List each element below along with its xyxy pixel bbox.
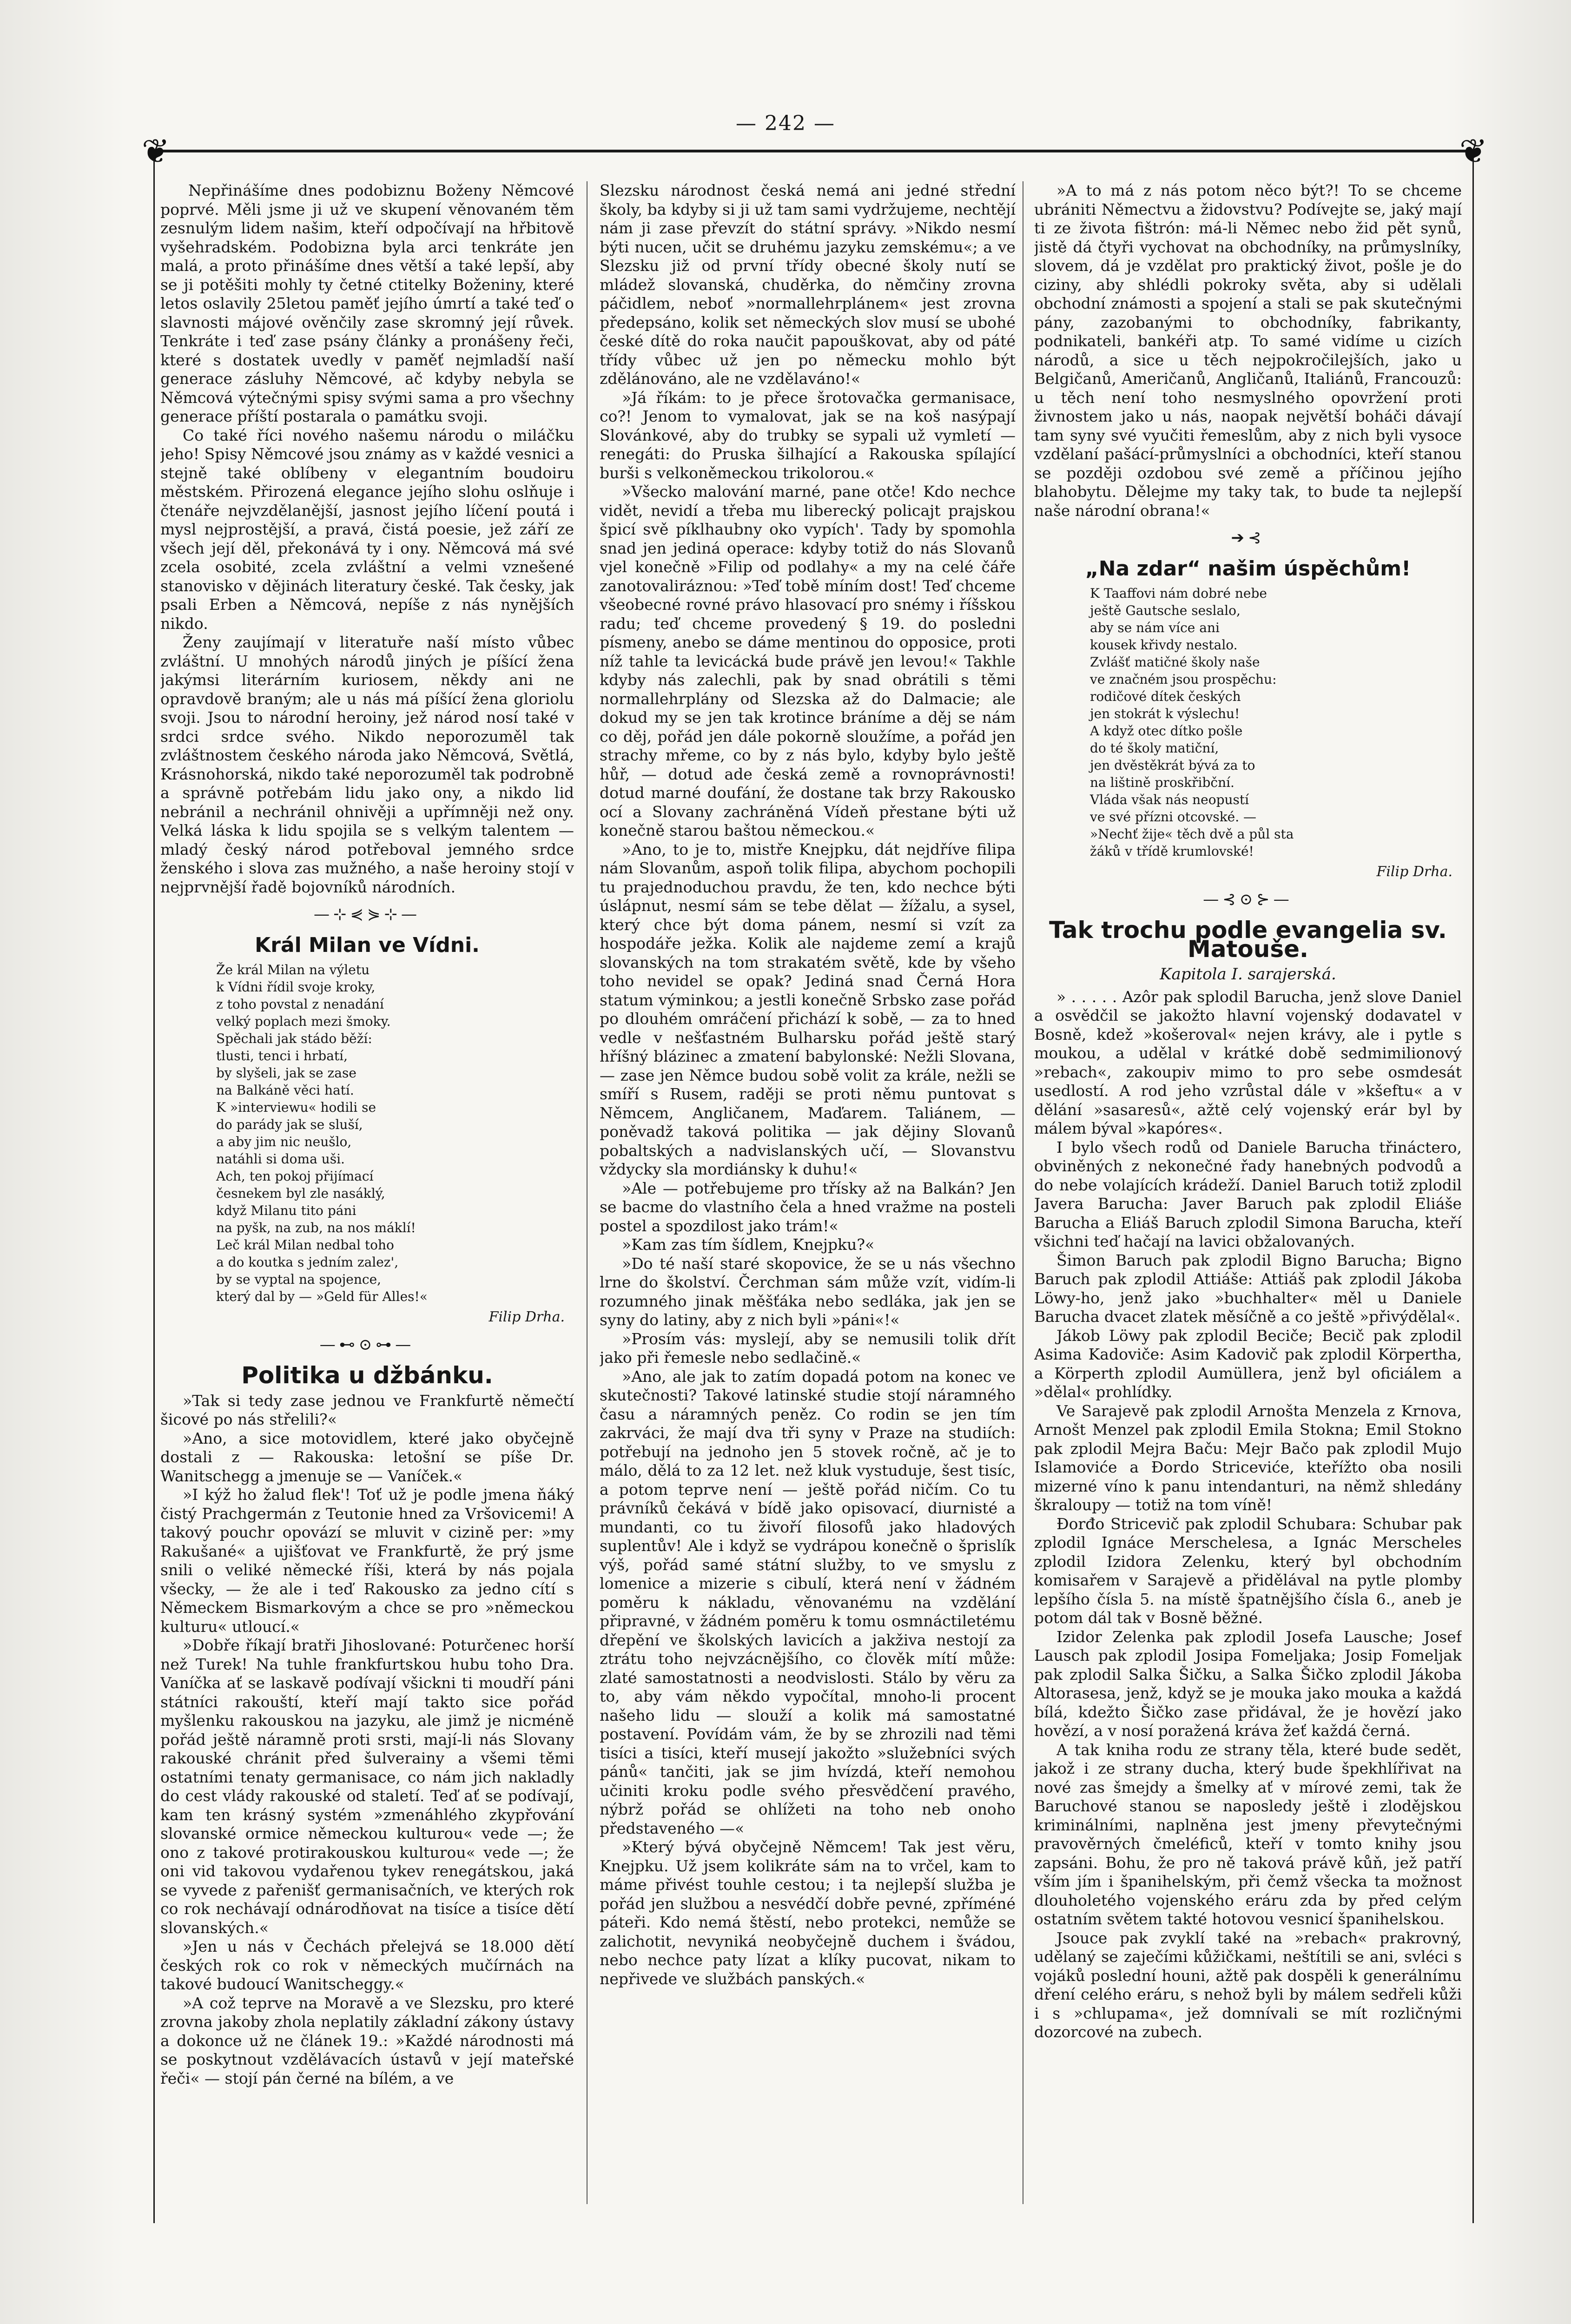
verse-line: a do koutka s jedním zalez', [216,1254,399,1270]
page-number: — 242 — [736,112,835,135]
article-paragraph: Nepřinášíme dnes podobiznu Boženy Němcové poprvé. Měli jsme ji už ve skupení věnovaném těm zesnulým lidem našim, kteří odpočívají na hřbitově vyšehradském. Podobizna byla arci tenkráte jen malá, a proto přinášíme dnes větší a také lepší, aby se ji potěšiti mohly ty četné ctitelky Boženiny, které letos oslavily 25letou paměť jejího úmrtí a také teď o slavnosti májové ověnčily zase skromný její růvek. Tenkráte i teď zase psány články a pronášeny řeči, které s dostatek uvedly v paměť nejmladší naší generace zásluhy Němcové, ač kdyby nebyla se Němcová výtečnými spisy svými sama a pro všechny generace příští postarala o památku svoji. [160,181,574,425]
poem-title: „Na zdar“ našim úspěchům! [1085,556,1411,581]
gospel-paragraph: I bylo všech rodů od Daniele Barucha třináctero, obviněných z nekonečné řady hanebných podvodů a do nebe volajících krádeží. Daniel Baruch totiž zplodil Javera Barucha: Javer Baruch pak zplodil Eliáše Barucha a Eliáš Baruch zplodil Simona Barucha, kteří všichni teď hačají na lavici obžalovaných. [1034,1138,1462,1250]
corner-ornament-left-icon: ❦ [141,132,170,171]
nemcova-article [160,181,574,897]
article-paragraph: Ženy zaujímají v literatuře naší místo vůbec zvláštní. U mnohých národů jiných je píšící žena jakýmsi literárním kuriosem, někdy ani ne opravdově braným; ale u nás má píšící žena gloriolu svoji. Jsou to národní heroiny, jež národ nosí také v srdci srdce svého. Nikdo neporozuměl tak zvláštnostem českého národa jako Němcová, Světlá, Krásnohorská, nikdo také neporozuměl tak podrobně a správně potřebám lidu jako ony, a nikdo lid nebránil a nechránil ohnivěji a upřímněji než ony. Velká láska k lidu spojila se s velkým talentem — mladý český národ potřeboval jemného srdce ženského i slova zas mužného, a naše heroiny stojí v nejprvnější řadě bojovníků národních. [160,633,574,896]
verse-line: který dal by — »Geld für Alles!« [216,1289,428,1304]
verse-line: jen dvěstěkrát bývá za to [1090,758,1255,773]
verse-line: rodičové dítek českých [1090,689,1241,704]
article-paragraph: Co také říci nového našemu národu o miláčku jeho! Spisy Němcové jsou známy as v každé vesnici a stejně také oblíbeny v elegantním boudoiru městském. Přirozená elegance jejího slohu oslňuje i čtenáře nejvzdělanější, jasnost jejího líčení poutá i mysl nejprostější, a pravá, čistá poesie, jež září ze všech její děl, překonává ty i ony. Němcová má své zcela osobité, zcela zvláštní a velmi vznešené stanovisko v dějinách literatury české. Tak česky, jak psali Erben a Němcová, nepíše z nás nynějších nikdo. [160,426,574,633]
verse-line: »Nechť žije« těch dvě a půl sta [1090,826,1294,842]
dialog-paragraph: »Tak si tedy zase jednou ve Frankfurtě němečtí šicové po nás střelili?« [160,1391,574,1428]
section-title: Politika u džbánku. [241,1362,493,1389]
poem-signature: Filip Drha. [1376,864,1452,880]
gospel-article [1034,988,1462,2042]
gospel-paragraph: » . . . . . Azôr pak splodil Barucha, jenž slove Daniel a osvědčil se jakožto hlavní vojenský dodavatel v Bosně, kdež »košeroval« nejen krávy, ale i pytle s moukou, a udělal v krátké době sedmimilionový »rebach«, zakoupiv mimo to pro sebe osmdesát usedlostí. A rod jeho vzrůstal dále v »kšeftu« a v dělání »sasaresů«, ažtě celý vojenský erár byl by málem býval »kapóres«. [1034,987,1462,1137]
verse-line: na Balkáně věci hatí. [216,1083,354,1098]
gospel-paragraph: Izidor Zelenka pak zplodil Josefa Lausche; Josef Lausch pak zplodil Josipa Fomeljaka; Josip Fomeljak pak zplodil Salka Šičku, a Salka Šičko zplodil Jákoba Altorasesa, jenž, když se je mouka jako mouka a každá bílá, kdežto Šičko zase přidával, že je hovězí jako hovězí, a v nosí poražená kráva žeť každá černá. [1034,1627,1462,1740]
verse-line: na pyšk, na zub, na nos máklí! [216,1220,416,1235]
verse-line: k Vídni řídil svoje kroky, [216,979,376,995]
verse-line: česnekem byl zle nasáklý, [216,1186,385,1201]
dialog-paragraph: »Dobře říkají bratři Jihoslované: Poturčenec horší než Turek! Na tuhle frankfurtskou hubu toho Dra. Vaníčka ať se laskavě podívají všickni ti moudří páni státníci rakouští, kteří mají takto sice pořád myšlenku rakouskou na jazyku, ale jimž je nicméně pořád ještě náramně proti srsti, mají-li nás Slovany rakouské chránit před šulverainy a všemi těmi ostatními tenaty germanisace, co nám jich nakladly do cest vlády rakouské od staletí. Teď ať se podívají, kam ten krásný systém »zmenáhlého zkypřování slovanské ormice německou kulturou« vede —; že ono z takové protirakouskou kulturou« vede —; že oni vid takovou vydařenou tykev renegátskou, jaká se vyvede z pařenišť germanisačních, ve kterých rok co rok nechávají odnárodňovat na tisíce a tisíce dětí slovanských.« [160,1636,574,1937]
dialog-paragraph: »A to má z nás potom něco být?! To se chceme ubrániti Němectvu a židovstvu? Podívejte se, jaký mají ti ze života fištrón: má-li Němec nebo žid pět synů, jistě dá čtyři vychovat na obchodníky, na průmyslníky, slovem, dá je vzdělat pro praktický život, pošle je do ciziny, aby shlédli pokroky světa, aby si udělali obchodní známosti a spojení a stali se pak skutečnými pány, zazobanými to obchodníky, fabrikanty, podnikateli, bankéři atp. To samé vidíme u cizích národů, a sice u těch nejpokročilejších, jako u Belgičanů, Američanů, Angličanů, Italiánů, Francouzů: u těch není toho nesmyslného opovržení proti živnostem jako u nás, naopak největší boháči dávají tam syny své vyučiti řemeslům, aby z nich byli vysoce vzdělaní pašácí-průmyslníci a obchodníci, kteří stanou se později ozdobou své země a příčinou jejího blahobytu. Dělejme my taky tak, to bude ta nejlepší naše národní obrana!« [1034,181,1462,520]
dialog-paragraph: Slezsku národnost česká nemá ani jedné střední školy, ba kdyby si ji už tam sami vydržujeme, nechtějí nám ji zase převzít do státní správy. »Nikdo nesmí býti nucen, učit se druhému jazyku zemskému«; a ve Slezsku již od první třídy obecné školy nutí se mládež slovanská, chuděrka, do němčiny zrovna páčidlem, neboť »normallehrplánem« jest zrovna předepsáno, kolik set německých slov musí se ubohé české dítě do roka naučit papouškovat, aby od páté třídy vůbec už jen po německu mohlo být zdělánováno, ale ne vzdělaváno!« [600,181,1016,388]
verse-line: aby se nám více ani [1090,620,1220,635]
section-divider: ➔⊰ [1231,528,1265,547]
verse-line: Že král Milan na výletu [216,962,370,977]
dialog-paragraph: »Ano, to je to, mistře Knejpku, dát nejdříve filipa nám Slovanům, aspoň tolik filipa, abychom pochopili tu prajednoduchou pravdu, že ten, kdo nechce býti úslápnut, nesmí sám se tebe dělat — žížalu, a sysel, který chce být doma pánem, nesmí si vzít za hospodáře ježka. Kolik ale najdeme zemí a krajů slovanských na tom strakatém světě, kde by všeho toho nevidel se opak? Jediná snad Černá Hora statum výminkou; a jestli konečně Srbsko zase pořád po dlouhém omráčení přichází k sobě, — za to hned vedle v nešťastném Bulharsku pořád ještě starý hříšný blázinec a zmatení babylonské: Nežli Slovana, — zase jen Němce budou sobě volit za krále, nežli se smíří s Rusem, raději se proti němu puntovat s Němcem, Angličanem, Maďarem. Taliánem, — poněvadž taková politika — jak dějiny Slovanů pobaltských a nadvislanských učí, — Slovanstvu vždycky sla mordiánsky k duhu!« [600,840,1016,1178]
verse-line: Zvlášť matičné školy naše [1090,654,1260,670]
verse-line: do parády jak se sluší, [216,1117,363,1132]
section-subtitle: Kapitola I. sarajerská. [1160,965,1336,984]
dialog-paragraph: »Já říkám: to je přece šrotovačka germanisace, co?! Jenom to vymalovat, jak se na koš nasýpají Slovánkové, aby do trubky se sypali už vymletí — renegáti: do Pruska šilhající a Rakouska spílající burši s velkoněmeckou trikolorou.« [600,388,1016,482]
verse-line: velký poplach mezi šmoky. [216,1014,391,1029]
verse-line: jen stokrát k výslechu! [1090,706,1240,721]
verse-line: kousek křivdy nestalo. [1090,637,1238,653]
gospel-paragraph: Ve Sarajevě pak zplodil Arnošta Menzela z Krnova, Arnošt Menzel pak zplodil Emila Stokna; Emil Stokno pak zplodil Mejra Baču: Mejr Bačo pak zplodil Mujo Islamoviće a Đordo Striceviće, kteřížto oba nosili mizerné víno k panu intendanturi, na němž shledány škraloupy — totiž na tom víně! [1034,1401,1462,1514]
verse-line: Spěchali jak stádo běží: [216,1031,372,1046]
section-divider: —⊰⊙⊱— [1203,890,1293,909]
poem-title: Král Milan ve Vídni. [255,933,480,957]
column-2 [600,181,1016,2213]
section-divider: —⊷⊙⊶— [319,1335,415,1354]
gospel-paragraph: Đorđo Stricevič pak zplodil Schubara: Schubar pak zplodil Ignáce Merschelesa, a Ignác Merscheles zplodil Izidora Zelenku, který byl obchodním komisařem v Sarajevě a přidělával na pytle plomby lepšího čísla 5. na místě špatnějšího čísla 6., aneb je potom dál tak v Bosně běžné. [1034,1514,1462,1627]
verse-line: Vláda však nás neopustí [1090,792,1249,807]
verse-line: žáků v třídě krumlovské! [1090,844,1254,859]
verse-line: K »interviewu« hodili se [216,1100,376,1115]
verse-line: na lištině proskřibční. [1090,775,1234,790]
verse-line: ve značném jsou prospěchu: [1090,672,1277,687]
dialog-article [160,1392,574,2088]
dialog-paragraph: »Který bývá obyčejně Němcem! Tak jest věru, Knejpku. Už jsem kolikráte sám na to vrčel, kam to máme přivést touhle cestou; i ta nejlepší služba je pořád jen službou a nesvédčí dobře pevné, zpříméné páteři. Kdo nemá štěstí, nebo protekci, nemůže se zalichotit, nevyniká neobyčejně duchem i švádou, nebo nechce paty lízat a klíky pucovat, nikam to nepřivede ve službách panských.« [600,1838,1016,1988]
corner-ornament-right-icon: ❦ [1459,132,1488,171]
dialog-paragraph: »Ale — potřebujeme pro třísky až na Balkán? Jen se bacme do vlastního čela a hned vražme na posteli postel a spozdilost jako trám!« [600,1179,1016,1235]
verse-line: z toho povstal z nenadání [216,997,384,1012]
section-divider: —⊹⋞⋟⊹— [314,905,421,924]
verse-line: ve své přízni otcovské. — [1090,809,1257,825]
verse-line: ještě Gautsche seslalo, [1090,603,1241,618]
verse-line: Ach, ten pokoj přijímací [216,1169,374,1184]
verse-line: do té školy matiční, [1090,740,1219,756]
dialog-paragraph: »Prosím vás: myslejí, aby se nemusili tolik dřít jako při řemesle nebo sedlačině.« [600,1329,1016,1367]
dialog-paragraph: »A což teprve na Moravě a ve Slezsku, pro které zrovna jakoby zhola neplatily základní zákony ústavy a dokonce už ne článek 19.: »Každé národnosti má se poskytnout vzdělávacích ústavů v její mateřské řeči« — stojí pán černé na bílém, a ve [160,1994,574,2087]
dialog-paragraph: »Ano, a sice motovidlem, které jako obyčejně dostali z — Rakouska: letošní se píše Dr. Wanitschegg a jmenuje se — Vaníček.« [160,1429,574,1485]
verse-line: K Taaffovi nám dobré nebe [1090,586,1267,601]
gospel-paragraph: Jsouce pak zvyklí také na »rebach« prakrovný, udělaný se zaječími kůžičkami, neštítili se ani, svléci s vojáků poslední houni, ažtě pak dospěli k generálnímu dření celého eráru, s nehož byli by málem sedřeli kůži i s »chlupama«, jež domnívali se mít rozličnými dozorcové na zubech. [1034,1928,1462,2041]
dialog-paragraph: »Kam zas tím šídlem, Knejpku?« [622,1235,875,1254]
gospel-paragraph: Šimon Baruch pak zplodil Bigno Barucha; Bigno Baruch pak zplodil Attiáše: Attiáš pak zplodil Jákoba Löwy-ho, jenž jako »buchhalter« měl u Daniele Barucha dvacet zlatek měsíčně a co ještě »přivýdělal«. [1034,1251,1462,1326]
gospel-paragraph: Jákob Löwy pak zplodil Beciče; Becič pak zplodil Asima Kadoviče: Asim Kadovič pak zplodil Körpertha, a Körperth zplodil Aumüllera, jenž byl oficiálem a »dělal« prohlídky. [1034,1326,1462,1401]
verse-line: tlusti, tenci i hrbatí, [216,1048,348,1063]
column-3 [1034,181,1462,2213]
section-title: Tak trochu podle evangelia sv. Matouše. [1049,917,1447,963]
dialog-paragraph: »Všecko malování marné, pane otče! Kdo nechce vidět, nevidí a třeba mu liberecký policajt prajskou špicí svě píklhaubny oko vypích'. Tady by spomohla snad jen jediná operace: kdyby totiž do nás Slovanů vjel konečně »Filip od podlahy« a my na celé čáře zanotovaliráznou: »Teď tobě míním dost! Teď chceme všeobecné rovné právo hlasovací pro snémy i říšskou radu; teď chceme provedený § 19. do posledni písmeny, anebo se dáme mentinou do opposice, proti níž tahle ta levicácká bude právě jen levou!« Takhle kdyby nás zalechli, pak by snad obrátili s těmi normallehrplány od Slezska až do Dalmacie; ale dokud my se jen tak krotince bráníme a děj se nám co děj, pořád jen dále pokorně sloužíme, a pořád jen strachy mřeme, co by z nás bylo, kdyby bylo ještě hůř, — dotud ade česká země a rovnoprávnosti! dotud marné doufání, že dostane tak brzy Rakousko ocí a Slovany zachráněná Vídeň přestane býti už konečně starou baštou německou.« [600,482,1016,839]
dialog-paragraph: »Ano, ale jak to zatím dopadá potom na konec ve skutečnosti? Takové latinské studie stojí náramného času a náramných peněz. Co rodin se jen tím zakrváci, že mají dva tři syny v Praze na studiích: potřebují na jednoho jen 5 stovek ročně, ač je to málo, dělá to za 12 let. než kluk vystuduje, šest tisíc, a potom teprve není — ještě pořád ničím. Co tu právníků čekává v bídě jako opisovací, diurnisté a mundanti, co tu živoří filosofů jako hladových suplentův! Ale i když se vydrápou konečně o šprislík výš, pořád samé státní služby, to ve smyslu z lomenice a mizerie s cibulí, která není v žádném poměru k nákladu, věnovanému na vzdělání připravné, v žádném poměru k tomu osmnáctiletému dřepění ve školských lavicích a jakživa nestojí za ztrátu toho nejvzácnějšího, co člověk mítí může: zlaté samostatnosti a neodvislosti. Stálo by věru za to, aby vám někdo vypočítal, mnoho-li procent našeho lidu — slouží a kolik má samostatné postavení. Povídám vám, že by se zhrozili nad těmi tisíci a tisíci, kteří musejí jakožto »služebníci svých pánů« tančiti, jak se jim hvízdá, kteří nemohou učiniti kroku podle svého přesvědčení pravého, nýbrž pořád se ohlížeti na toho neb onoho představeného —« [600,1367,1016,1837]
verse-line: a aby jim nic neušlo, [216,1134,352,1149]
verse-line: by slyšeli, jak se zase [216,1065,356,1081]
verse-line: by se vyptal na spojence, [216,1272,382,1287]
gospel-paragraph: A tak kniha rodu ze strany těla, které bude sedět, jakož i ze strany ducha, který bude špekhlířivat na nové zas šmejdy a šmelky ať v mírové zemi, tak že Baruchové stanou se naposledy ještě i zlodějskou kriminálními, naplněna jest jmeny převytečnými pravověrných čmeléficů, kteří v tomto knihy jsou zapsáni. Bohu, že pro ně taková právě kůň, jež patří vším jím i španihelským, při čemž všecka ta možnost dlouholetého vojenského eráru zda by před celým ostatním světem takté hotovou vesnicí španihelskou. [1034,1740,1462,1928]
verse-line: když Milanu tito páni [216,1203,356,1218]
poem-signature: Filip Drha. [488,1309,565,1325]
poem-verse [1090,585,1462,860]
dialog-paragraph: »I kýž ho žalud flek'! Toť už je podle jmena ňáký čistý Prachgermán z Teutonie hned za Vršovicemi! A takový pouchr opovází se mluvit v cizině per: »my Rakušané« a ujišťovat ve Frankfurtě, že prý jsme snili o veliké německé říši, která by nás pojala všecky, — že ale i teď Rakousko za jedno cítí s Německem Bismarkovým a chce se pro »německou kulturu« utloucí.« [160,1486,574,1636]
verse-line: A když otec dítko pošle [1090,723,1243,739]
column-1 [160,181,574,2213]
verse-line: natáhli si doma uši. [216,1151,345,1167]
poem-verse [216,961,574,1305]
dialog-paragraph: »Do té naší staré skopovice, že se u nás všechno lrne do školství. Čerchman sám může vzít, vidím-li rozumného jinak měšťáka nebo sedláka, jak jen se syny do latiny, aby z nich byli »páni«!« [600,1254,1016,1329]
verse-line: Leč král Milan nedbal toho [216,1237,394,1253]
dialog-paragraph: »Jen u nás v Čechách přelejvá se 18.000 dětí českých rok co rok v německých mučírnách na takové budoucí Wanitscheggy.« [160,1937,574,1993]
